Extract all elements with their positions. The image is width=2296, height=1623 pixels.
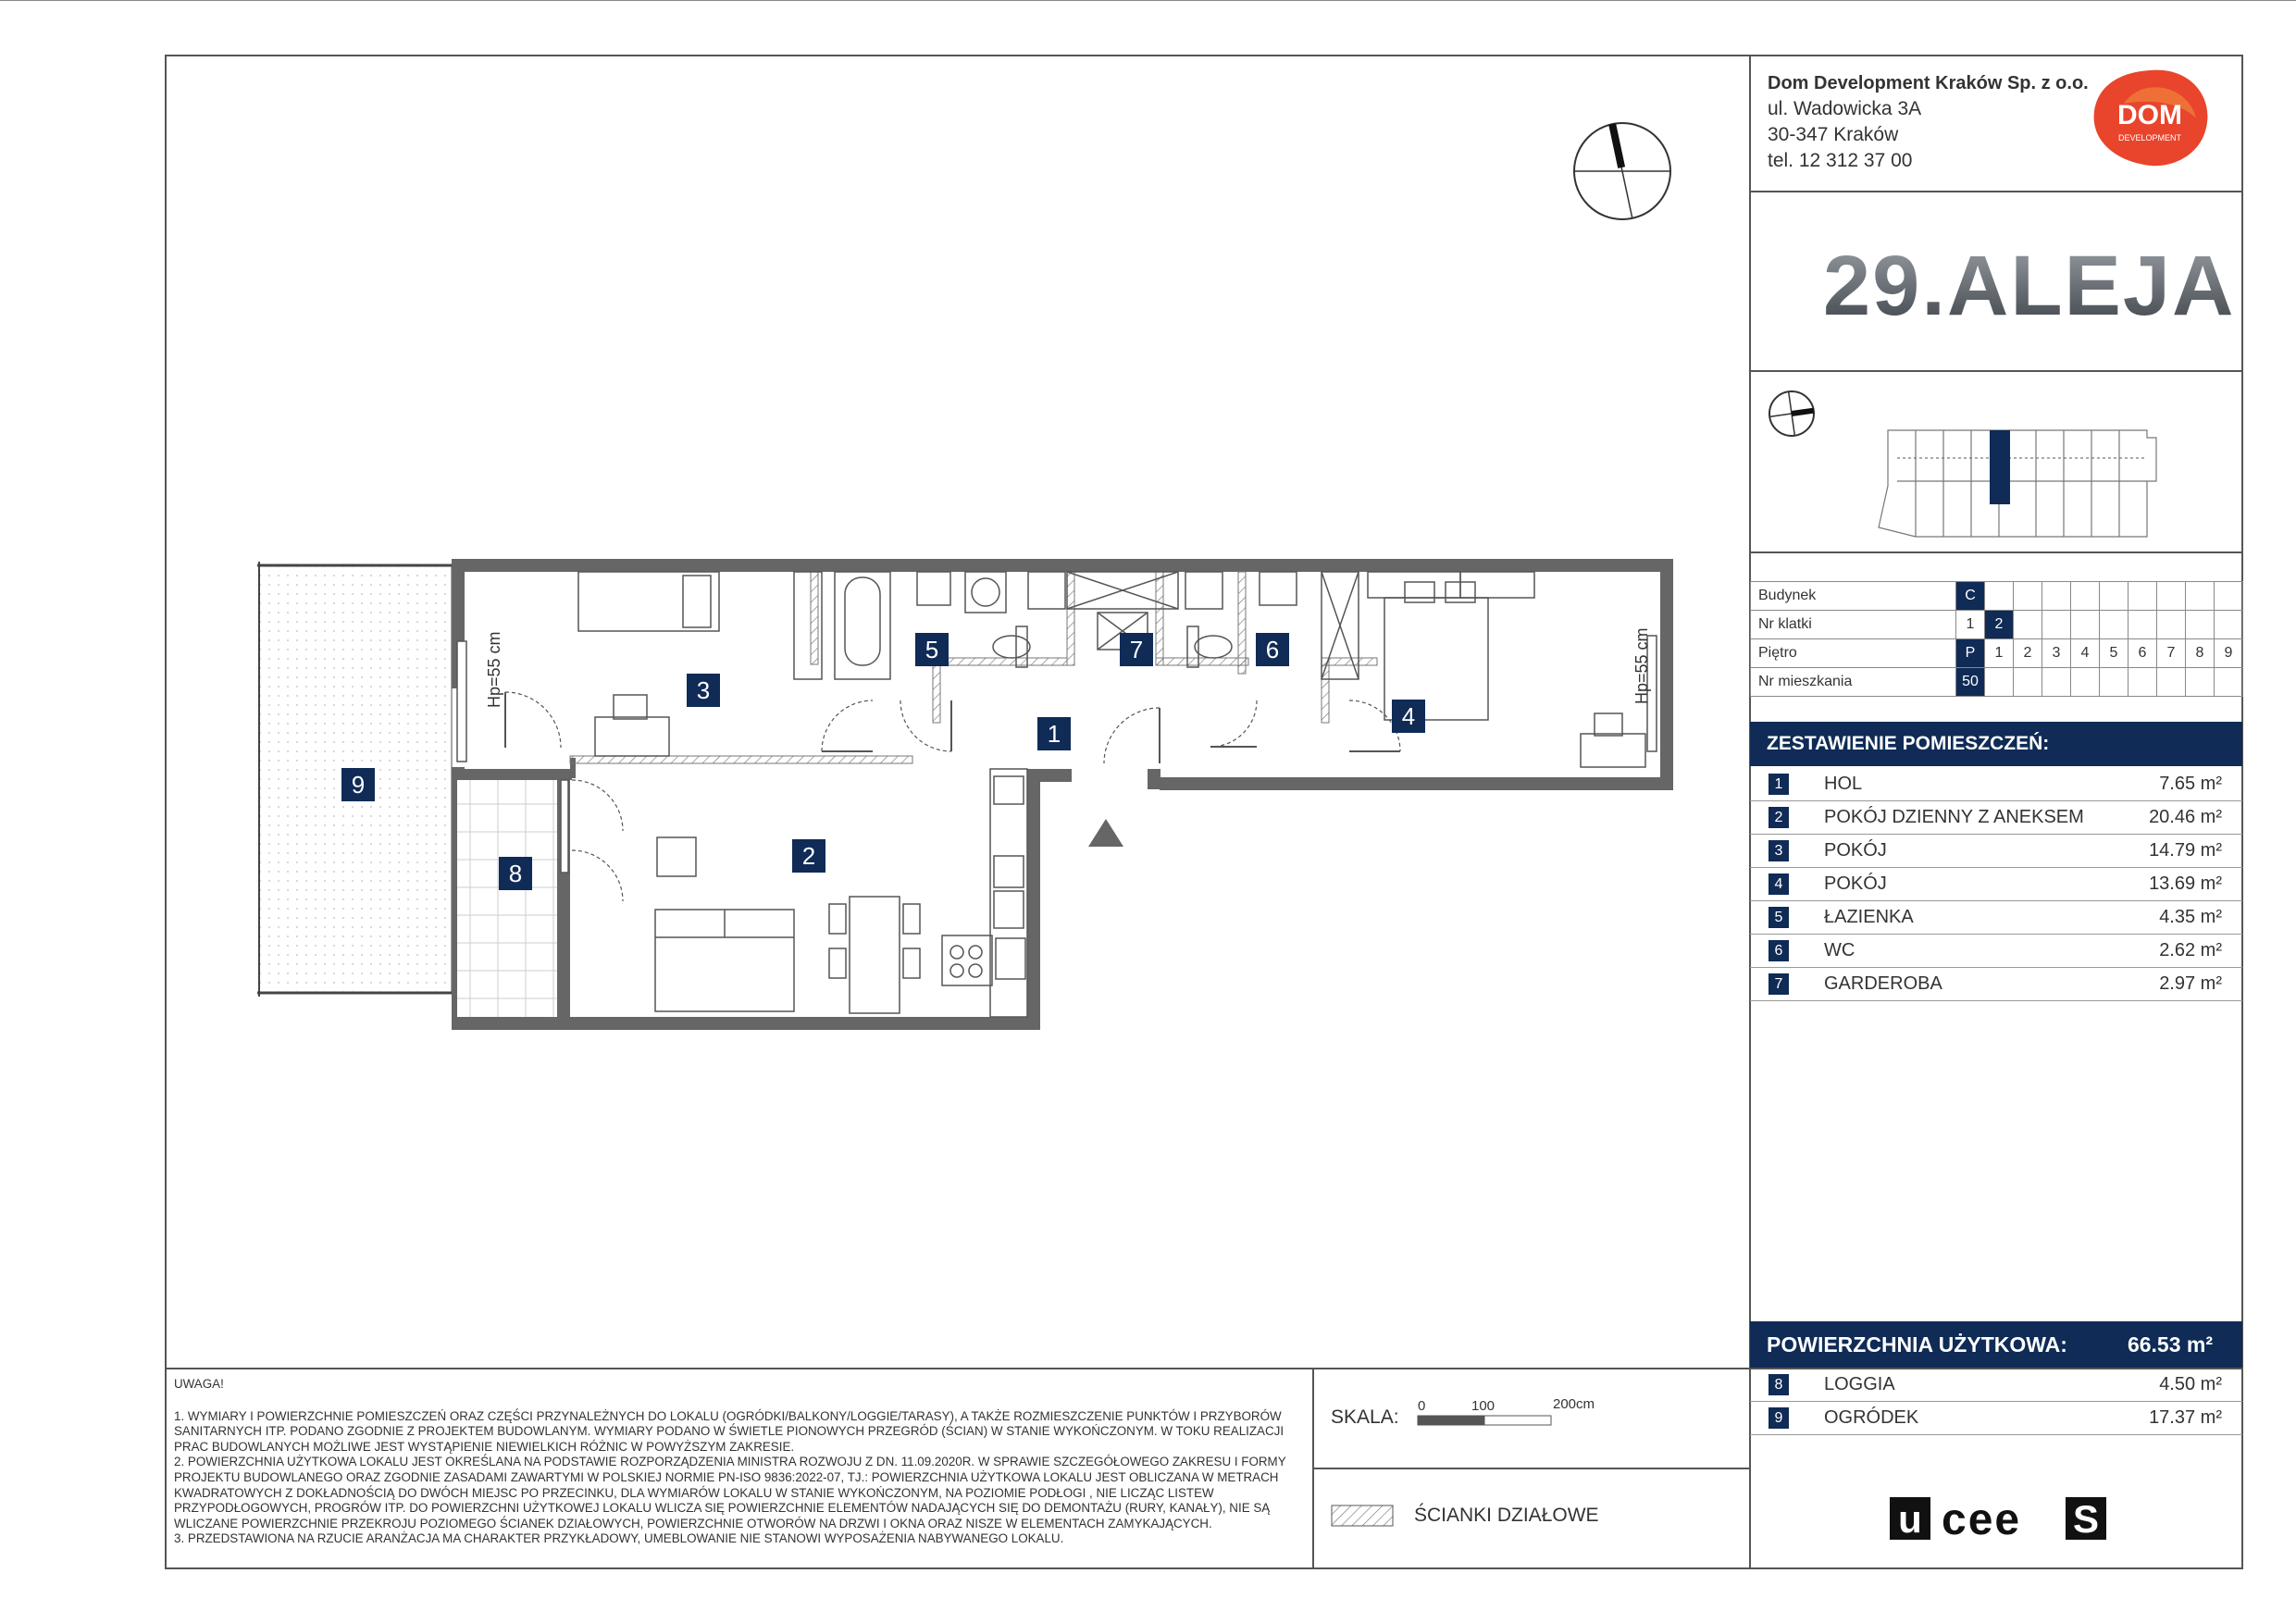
plan-room-label-8: 8 [499,857,532,890]
info-cell [2215,668,2243,697]
room-area: 4.35 m² [2159,907,2222,927]
divider [1312,1368,1314,1569]
info-cell [1985,668,2014,697]
hp-label-right: Hp=55 cm [1632,627,1651,704]
svg-text:0: 0 [1418,1398,1426,1414]
loggia-area [452,780,568,1022]
door-leaves [505,692,1400,763]
entrance-marker-icon [1088,819,1123,847]
hp-label-left: Hp=55 cm [485,631,503,708]
scale-bar [1414,1395,1553,1432]
total-area-label: POWIERZCHNIA UŻYTKOWA: [1767,1332,2067,1357]
info-cell: 2 [1985,611,2014,639]
plan-room-label-5: 5 [915,633,949,666]
scale-label: SKALA: [1331,1406,1399,1428]
svg-text:S: S [2072,1497,2100,1541]
top-edge-line [0,0,2296,1]
company-phone: tel. 12 312 37 00 [1768,150,1913,171]
room-number-badge: 1 [1769,774,1789,795]
plan-room-label-3: 3 [687,674,720,707]
key-plan-highlight [1990,430,2010,504]
room-name: OGRÓDEK [1824,1407,1919,1428]
door-swings [505,692,1400,901]
plan-room-label-6: 6 [1256,633,1289,666]
info-cell [2186,611,2215,639]
company-street: ul. Wadowicka 3A [1768,98,1922,119]
room-number-badge: 8 [1769,1374,1789,1395]
room-area: 14.79 m² [2149,840,2222,861]
info-cell [2014,582,2042,611]
plan-room-label-2: 2 [792,839,825,873]
info-cell [2071,611,2100,639]
company-name: Dom Development Kraków Sp. z o.o. [1768,73,2089,93]
info-cell: 50 [1956,668,1985,697]
room-name: POKÓJ [1824,873,1887,894]
room-name: WC [1824,940,1855,960]
north-compass-icon [1574,123,1670,219]
room-name: ŁAZIENKA [1824,907,1914,927]
info-row [1751,668,2243,697]
svg-text:100: 100 [1471,1398,1496,1414]
info-row [1751,639,2243,668]
info-cell [2100,668,2128,697]
info-cell: 1 [1956,611,1985,639]
floor-plan [165,55,1749,1369]
room-row [1750,967,2242,1001]
info-cell: 5 [2100,639,2128,668]
info-cell: 2 [2014,639,2042,668]
info-cell [2128,611,2157,639]
building-key-plan [1758,384,2240,551]
room-area: 2.97 m² [2159,973,2222,994]
note-3: 3. PRZEDSTAWIONA NA RZUCIE ARANŻACJA MA CHARAKTER PRZYKŁADOWY, UMEBLOWANIE NIE STANOWI WYPOSAŻENIA NABYWANEGO LOKALU. [174,1531,1064,1546]
info-row-label: Nr klatki [1751,611,1956,639]
room-row [1750,800,2242,835]
company-city: 30-347 Kraków [1768,124,1899,145]
svg-text:29.ALEJA: 29.ALEJA [1823,239,2236,333]
divider [1312,1468,1750,1469]
room-number-badge: 7 [1769,973,1789,995]
info-cell [2014,611,2042,639]
info-cell: 8 [2186,639,2215,668]
info-row [1751,582,2243,611]
info-cell [2042,611,2071,639]
project-logo-29-aleja [1823,239,2236,333]
note-1: 1. WYMIARY I POWIERZCHNIE POMIESZCZEŃ ORAZ CZĘŚCI PRZYNALEŻNYCH DO LOKALU (OGRÓDKI/BALKONY/LOGGIE/TARASY), A TAKŻE ROZMIESZCZENIE PUNKTÓW I PRZYBORÓW SANITARNYCH ITP. PODANO ZGODNIE Z PROJEKTEM BUDOWLANYM. WYMIARY PODANO W ŚWIETLE PIONOWYCH PRZEGRÓD (ŚCIAN) W STANIE WYKOŃCZONYM. W TOKU REALIZACJI PRAC BUDOWLANYCH MOŻLIWE JEST WYSTĄPIENIE NIEWIELKICH RÓŻNIC W POWYŻSZYM ZAKRESIE. [174,1408,1285,1454]
plan-room-label-9: 9 [341,768,375,801]
svg-text:DOM: DOM [2117,100,2182,130]
info-cell: 6 [2128,639,2157,668]
info-cell [2215,611,2243,639]
info-cell [2186,668,2215,697]
partition-hatch-swatch [1331,1505,1396,1529]
info-row-label: Budynek [1751,582,1956,611]
info-cell [2128,668,2157,697]
room-name: HOL [1824,774,1863,794]
svg-text:cee: cee [1942,1495,2022,1544]
scale-end-label: 200cm [1553,1396,1595,1412]
company-address [1768,70,2089,174]
rooms-section-title: ZESTAWIENIE POMIESZCZEŃ: [1750,722,2242,766]
info-cell [2042,582,2071,611]
total-area-value: 66.53 m² [2127,1332,2213,1357]
notes-title: UWAGA! [174,1377,224,1391]
info-cell: 7 [2157,639,2186,668]
info-cell [2014,668,2042,697]
room-row [1750,867,2242,901]
info-row-label: Nr mieszkania [1751,668,1956,697]
room-name: POKÓJ DZIENNY Z ANEKSEM [1824,807,2084,827]
partition-walls [570,572,1377,763]
room-row [1750,934,2242,968]
info-cell [2186,582,2215,611]
room-number-badge: 9 [1769,1407,1789,1429]
info-cell [2157,582,2186,611]
key-plan-compass-icon [1769,391,1814,436]
divider [1750,370,2243,372]
furniture [578,572,1645,1017]
info-cell: C [1956,582,1985,611]
total-area-bar [1750,1321,2242,1368]
info-cell [2042,668,2071,697]
svg-text:DEVELOPMENT: DEVELOPMENT [2117,133,2182,142]
info-cell [2071,668,2100,697]
legend-label: ŚCIANKI DZIAŁOWE [1414,1505,1599,1526]
info-cell: P [1956,639,1985,668]
info-cell [2215,582,2243,611]
divider [1750,191,2243,192]
windows [457,636,1657,873]
plan-room-label-1: 1 [1037,717,1071,750]
info-cell: 9 [2215,639,2243,668]
info-cell [2100,611,2128,639]
info-row-label: Piętro [1751,639,1956,668]
room-area: 4.50 m² [2159,1374,2222,1394]
info-row [1751,611,2243,639]
room-row [1750,767,2242,801]
apartment-walls [452,559,1673,1030]
info-cell [2071,582,2100,611]
room-name: POKÓJ [1824,840,1887,861]
room-number-badge: 2 [1769,807,1789,828]
room-number-badge: 5 [1769,907,1789,928]
room-area: 2.62 m² [2159,940,2222,960]
plan-room-label-4: 4 [1392,700,1425,733]
room-row [1750,1401,2242,1435]
room-row [1750,900,2242,935]
room-number-badge: 3 [1769,840,1789,861]
info-cell [2100,582,2128,611]
room-row [1750,834,2242,868]
room-area: 13.69 m² [2149,873,2222,894]
svg-text:u: u [1898,1497,1922,1541]
dom-development-logo [2087,67,2213,170]
room-number-badge: 4 [1769,873,1789,895]
info-cell [2128,582,2157,611]
info-cell: 4 [2071,639,2100,668]
room-area: 17.37 m² [2149,1407,2222,1428]
room-row [1750,1368,2242,1402]
ucees-logo [1888,1493,2110,1545]
info-cell [2157,668,2186,697]
info-cell: 3 [2042,639,2071,668]
room-number-badge: 6 [1769,940,1789,961]
plan-room-label-7: 7 [1120,633,1153,666]
room-area: 7.65 m² [2159,774,2222,794]
info-cell [2157,611,2186,639]
divider [1750,551,2243,553]
room-area: 20.46 m² [2149,807,2222,827]
svg-text:uceeS: uceeS [1888,1493,1891,1494]
room-name: LOGGIA [1824,1374,1895,1394]
room-name: GARDEROBA [1824,973,1942,994]
info-cell [1985,582,2014,611]
apartment-info-table [1750,581,2243,697]
note-2: 2. POWIERZCHNIA UŻYTKOWA LOKALU JEST OKREŚLANA NA PODSTAWIE ROZPORZĄDZENIA MINISTRA ROZWOJU Z DN. 11.09.2020R. W SPRAWIE SZCZEGÓŁOWEGO ZAKRESU I FORMY PROJEKTU BUDOWLANEGO ORAZ ZGODNIE ZASADAMI ZAWARTYMI W POLSKIEJ NORMIE PN-ISO 9836:2022-07, TJ.: POWIERZCHNIA UŻYTKOWA LOKALU JEST OBLICZANA W METRACH KWADRATOWYCH Z DOKŁADNOŚCIĄ DO DWÓCH MIEJSC PO PRZECINKU, DLA WYMIARÓW LOKALU W STANIE WYKOŃCZONYM, NA POZIOMIE PODŁOGI , NIE LICZĄC LISTEW PRZYPODŁOGOWYCH, PROGRÓW ITP. DO POWIERZCHNI UŻYTKOWEJ LOKALU WLICZA SIĘ POWIERZCHNIE ELEMENTÓW NADAJĄCYCH SIĘ DO DEMONTAŻU (RURY, KANAŁY), NIE SĄ WLICZANE POWIERZCHNIE PRZEKROJU POZIOMEGO ŚCIANEK DZIAŁOWYCH, POWIERZCHNIE OTWORÓW NA DRZWI I OKNA ORAZ NISZE W ELEMENTACH ZAMYKAJĄCYCH. [174,1455,1286,1530]
divider [165,1368,2243,1369]
info-cell: 1 [1985,639,2014,668]
notes-block [174,1377,1294,1547]
